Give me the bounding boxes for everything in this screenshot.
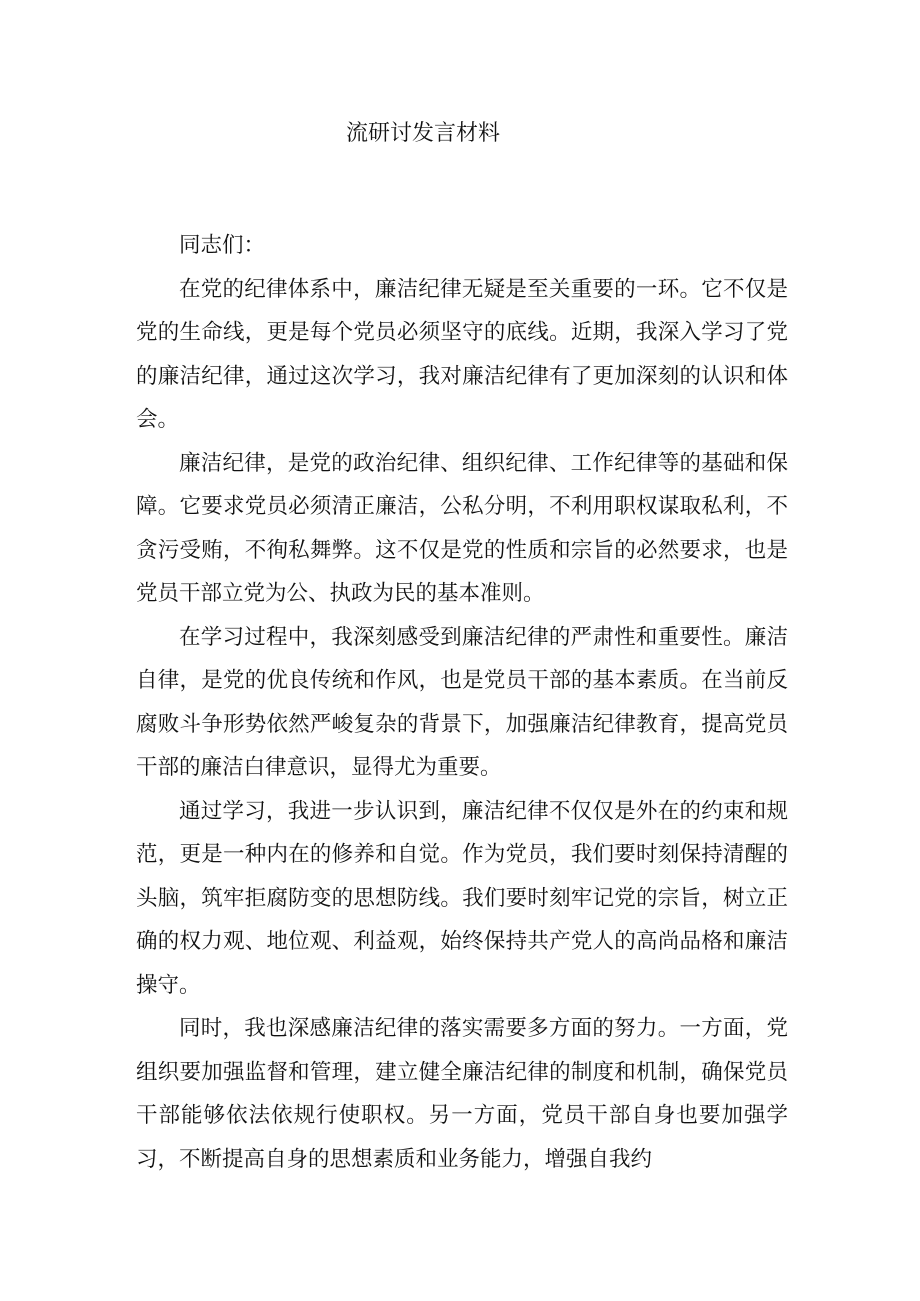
- salutation: 同志们：: [179, 233, 266, 258]
- paragraph-4: 通过学习，我进一步认识到，廉洁纪律不仅仅是外在的约束和规范，更是一种内在的修养和自觉。作为党员，我们要时刻保持清醒的头脑，筑牢拒腐防变的思想防线。我们要时刻牢记党的宗旨，树立正确的权力观、地位观、利益观，始终保持共产党人的高尚品格和廉洁操守。: [136, 798, 788, 998]
- page-title: 流研讨发言材料: [345, 121, 500, 146]
- paragraph-2: 廉洁纪律，是党的政治纪律、组织纪律、工作纪律等的基础和保障。它要求党员必须清正廉洁，公私分明，不利用职权谋取私利，不贪污受贿，不徇私舞弊。这不仅是党的性质和宗旨的必然要求，也是党员干部立党为公、执政为民的基本准则。: [136, 450, 788, 606]
- paragraph-5: 同时，我也深感廉洁纪律的落实需要多方面的努力。一方面，党组织要加强监督和管理，建立健全廉洁纪律的制度和机制，确保党员干部能够依法依规行使职权。另一方面，党员干部自身也要加强学习，不断提高自身的思想素质和业务能力，增强自我约: [136, 1016, 788, 1172]
- paragraph-1: 在党的纪律体系中，廉洁纪律无疑是至关重要的一环。它不仅是党的生命线，更是每个党员必须坚守的底线。近期，我深入学习了党的廉洁纪律，通过这次学习，我对廉洁纪律有了更加深刻的认识和体会。: [136, 276, 788, 432]
- paragraph-3: 在学习过程中，我深刻感受到廉洁纪律的严肃性和重要性。廉洁自律，是党的优良传统和作风，也是党员干部的基本素质。在当前反腐败斗争形势依然严峻复杂的背景下，加强廉洁纪律教育，提高党员干部的廉洁白律意识，显得尤为重要。: [136, 624, 788, 780]
- document-body: [136, 224, 788, 1181]
